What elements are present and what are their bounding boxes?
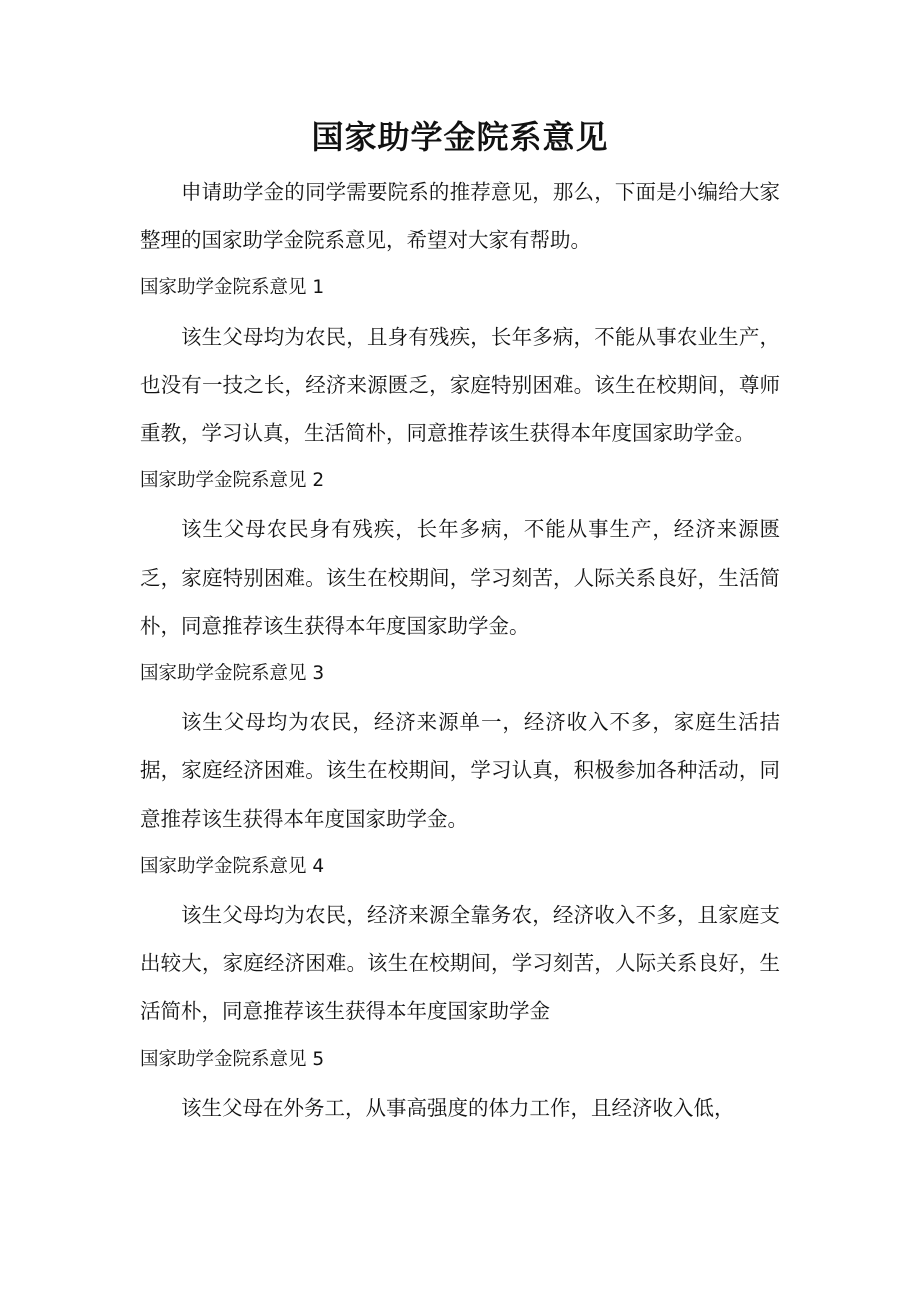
section — [140, 843, 780, 1036]
section-heading: 国家助学金院系意见 2 — [140, 470, 325, 492]
section — [140, 1036, 780, 1132]
document-title: 国家助学金院系意见 — [311, 118, 609, 156]
section-paragraph: 该生父母农民身有残疾，长年多病，不能从事生产，经济来源匮乏，家庭特别困难。该生在校期间，学习刻苦，人际关系良好，生活简朴，同意推荐该生获得本年度国家助学金。 — [140, 517, 780, 638]
section-paragraph: 该生父母均为农民，经济来源全靠务农，经济收入不多，且家庭支出较大，家庭经济困难。该生在校期间，学习刻苦，人际关系良好，生活简朴，同意推荐该生获得本年度国家助学金 — [140, 903, 780, 1024]
section-heading: 国家助学金院系意见 4 — [140, 855, 325, 877]
document-body — [140, 168, 780, 1132]
section-heading: 国家助学金院系意见 3 — [140, 663, 325, 685]
section-paragraph: 该生父母均为农民，且身有残疾，长年多病，不能从事农业生产，也没有一技之长，经济来源匮乏，家庭特别困难。该生在校期间，尊师重教，学习认真，生活简朴，同意推荐该生获得本年度国家助学金。 — [140, 324, 780, 446]
section-paragraph: 该生父母在外务工，从事高强度的体力工作，且经济收入低， — [181, 1095, 735, 1120]
section-paragraph: 该生父母均为农民，经济来源单一，经济收入不多，家庭生活拮据，家庭经济困难。该生在校期间，学习认真，积极参加各种活动，同意推荐该生获得本年度国家助学金。 — [140, 710, 780, 831]
section-heading: 国家助学金院系意见 1 — [140, 277, 325, 299]
section — [140, 457, 780, 650]
section — [140, 264, 780, 457]
section — [140, 650, 780, 843]
intro-paragraph: 申请助学金的同学需要院系的推荐意见，那么，下面是小编给大家整理的国家助学金院系意见，希望对大家有帮助。 — [140, 180, 780, 253]
section-heading: 国家助学金院系意见 5 — [140, 1048, 325, 1070]
